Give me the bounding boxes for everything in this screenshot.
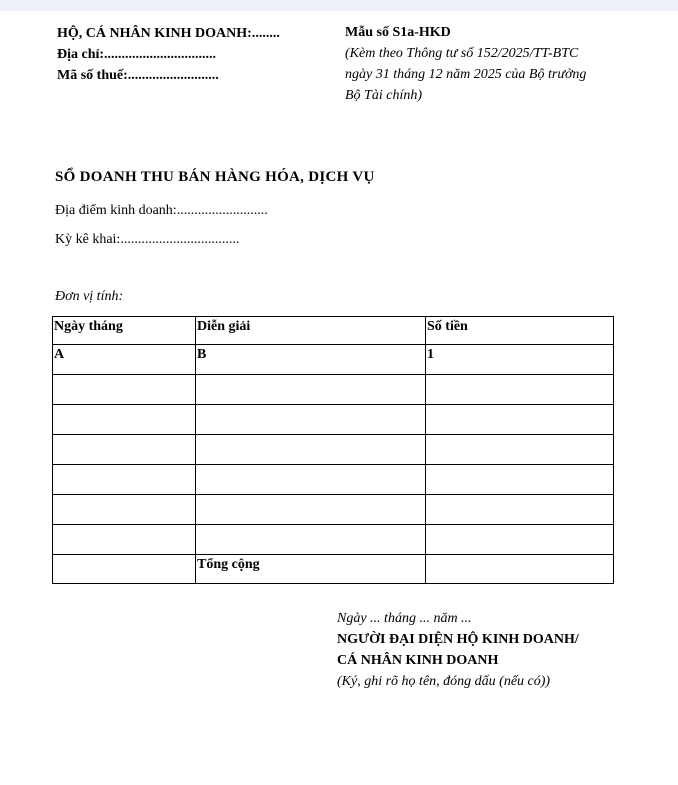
empty-cell [196, 375, 426, 405]
empty-cell [426, 375, 614, 405]
circular-note-line-2: ngày 31 tháng 12 năm 2025 của Bộ trưởng [345, 67, 587, 82]
circular-note-line-1: (Kèm theo Thông tư số 152/2025/TT-BTC [345, 46, 579, 61]
circular-note-line-3: Bộ Tài chính) [345, 88, 422, 103]
empty-cell [53, 465, 196, 495]
document-title: SỔ DOANH THU BÁN HÀNG HÓA, DỊCH VỤ [55, 169, 375, 185]
empty-cell [196, 495, 426, 525]
business-info-block [57, 23, 280, 86]
table-header-row [53, 317, 614, 345]
empty-cell [196, 465, 426, 495]
empty-cell [426, 405, 614, 435]
total-amount-cell [426, 555, 614, 584]
declaration-period-line: Kỳ kê khai:.................................. [55, 232, 240, 247]
column-code-row [53, 345, 614, 375]
revenue-table-body [53, 317, 614, 584]
business-location-line: Địa điểm kinh doanh:.......................... [55, 203, 268, 218]
viewer-top-margin [0, 0, 678, 11]
empty-row [53, 525, 614, 555]
empty-cell [196, 435, 426, 465]
empty-cell [426, 435, 614, 465]
signer-title-line-1: NGƯỜI ĐẠI DIỆN HỘ KINH DOANH/ [337, 632, 579, 647]
empty-row [53, 435, 614, 465]
form-page [0, 11, 678, 785]
col-header-amount: Số tiền [426, 317, 614, 345]
empty-cell [426, 465, 614, 495]
col-header-date: Ngày tháng [53, 317, 196, 345]
col-code-a: A [53, 345, 196, 375]
empty-cell [53, 555, 196, 584]
signature-note: (Ký, ghi rõ họ tên, đóng dấu (nếu có)) [337, 674, 551, 689]
col-header-description: Diễn giải [196, 317, 426, 345]
empty-cell [53, 435, 196, 465]
signer-title-line-2: CÁ NHÂN KINH DOANH [337, 653, 499, 668]
empty-cell [53, 495, 196, 525]
col-code-1: 1 [426, 345, 614, 375]
empty-row [53, 405, 614, 435]
empty-cell [196, 525, 426, 555]
business-owner-line: HỘ, CÁ NHÂN KINH DOANH:........ [57, 26, 280, 41]
empty-cell [53, 375, 196, 405]
address-line: Địa chỉ:................................ [57, 47, 217, 62]
form-number: Mẫu số S1a-HKD [345, 25, 451, 40]
revenue-table [52, 316, 614, 584]
empty-cell [426, 495, 614, 525]
tax-code-line: Mã số thuế:.......................... [57, 68, 219, 83]
empty-row [53, 465, 614, 495]
empty-cell [53, 405, 196, 435]
col-code-b: B [196, 345, 426, 375]
signature-date-line: Ngày ... tháng ... năm ... [337, 611, 472, 626]
empty-cell [196, 405, 426, 435]
empty-row [53, 375, 614, 405]
unit-label: Đơn vị tính: [55, 289, 124, 304]
total-label: Tổng cộng [196, 555, 426, 584]
form-number-block [345, 22, 645, 106]
total-row [53, 555, 614, 584]
empty-cell [426, 525, 614, 555]
empty-cell [53, 525, 196, 555]
empty-row [53, 495, 614, 525]
signature-block [337, 608, 579, 692]
